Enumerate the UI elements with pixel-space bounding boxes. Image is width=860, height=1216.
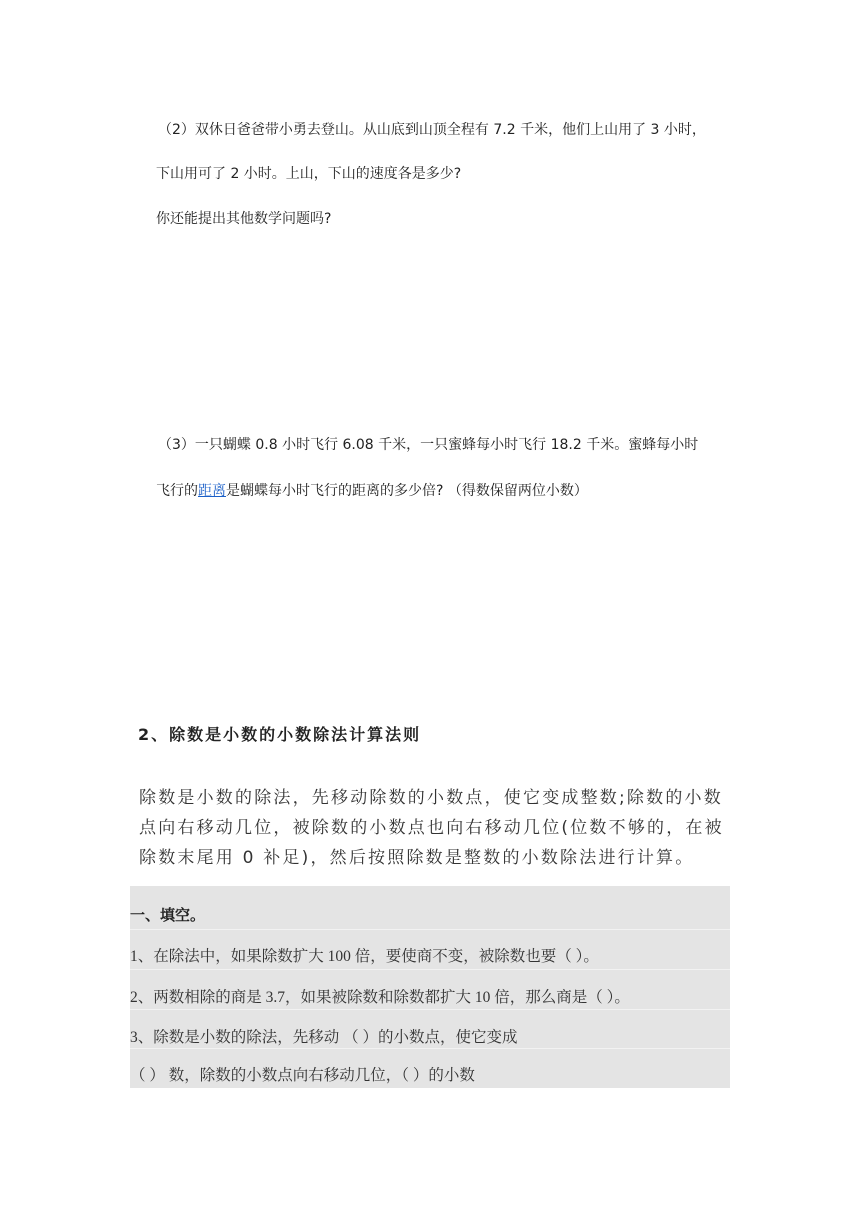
problem-3-line-1: （3）一只蝴蝶 0.8 小时飞行 6.08 千米，一只蜜蜂每小时飞行 18.2 千米。蜜蜂每小时 bbox=[158, 437, 699, 453]
distance-link[interactable]: 距离 bbox=[198, 483, 226, 499]
rule-line-1: 除数是小数的除法，先移动除数的小数点，使它变成整数;除数的小数 bbox=[139, 788, 723, 808]
divider bbox=[130, 1048, 730, 1049]
rule-line-2: 点向右移动几位，被除数的小数点也向右移动几位(位数不够的，在被 bbox=[139, 818, 724, 838]
problem-3-line-2 bbox=[156, 480, 588, 500]
question-3-line-2: （ ） 数，除数的小数点向右移动几位，（ ）的小数 bbox=[130, 1067, 475, 1084]
problem-2-line-1: （2）双休日爸爸带小勇去登山。从山底到山顶全程有 7.2 千米，他们上山用了 3 小时， bbox=[158, 122, 706, 138]
exercise-title: 一、填空。 bbox=[130, 906, 206, 924]
section-2-heading: 2、除数是小数的小数除法计算法则 bbox=[138, 725, 422, 744]
divider bbox=[130, 969, 730, 970]
divider bbox=[130, 929, 730, 930]
problem-2-line-2: 下山用可了 2 小时。上山，下山的速度各是多少? bbox=[156, 166, 462, 182]
question-1: 1、在除法中，如果除数扩大 100 倍，要使商不变，被除数也要（ ）。 bbox=[130, 948, 599, 965]
problem-3-text-prefix: 飞行的 bbox=[156, 483, 198, 499]
question-3-line-1: 3、除数是小数的除法，先移动 （ ）的小数点，使它变成 bbox=[130, 1029, 518, 1046]
question-2: 2、两数相除的商是 3.7，如果被除数和除数都扩大 10 倍，那么商是（ ）。 bbox=[130, 989, 630, 1006]
problem-2-line-3: 你还能提出其他数学问题吗? bbox=[156, 211, 332, 227]
problem-3-text-suffix: 是蝴蝶每小时飞行的距离的多少倍? （得数保留两位小数） bbox=[226, 483, 588, 499]
divider bbox=[130, 1009, 730, 1010]
rule-line-3: 除数末尾用 0 补足)，然后按照除数是整数的小数除法进行计算。 bbox=[139, 848, 695, 868]
